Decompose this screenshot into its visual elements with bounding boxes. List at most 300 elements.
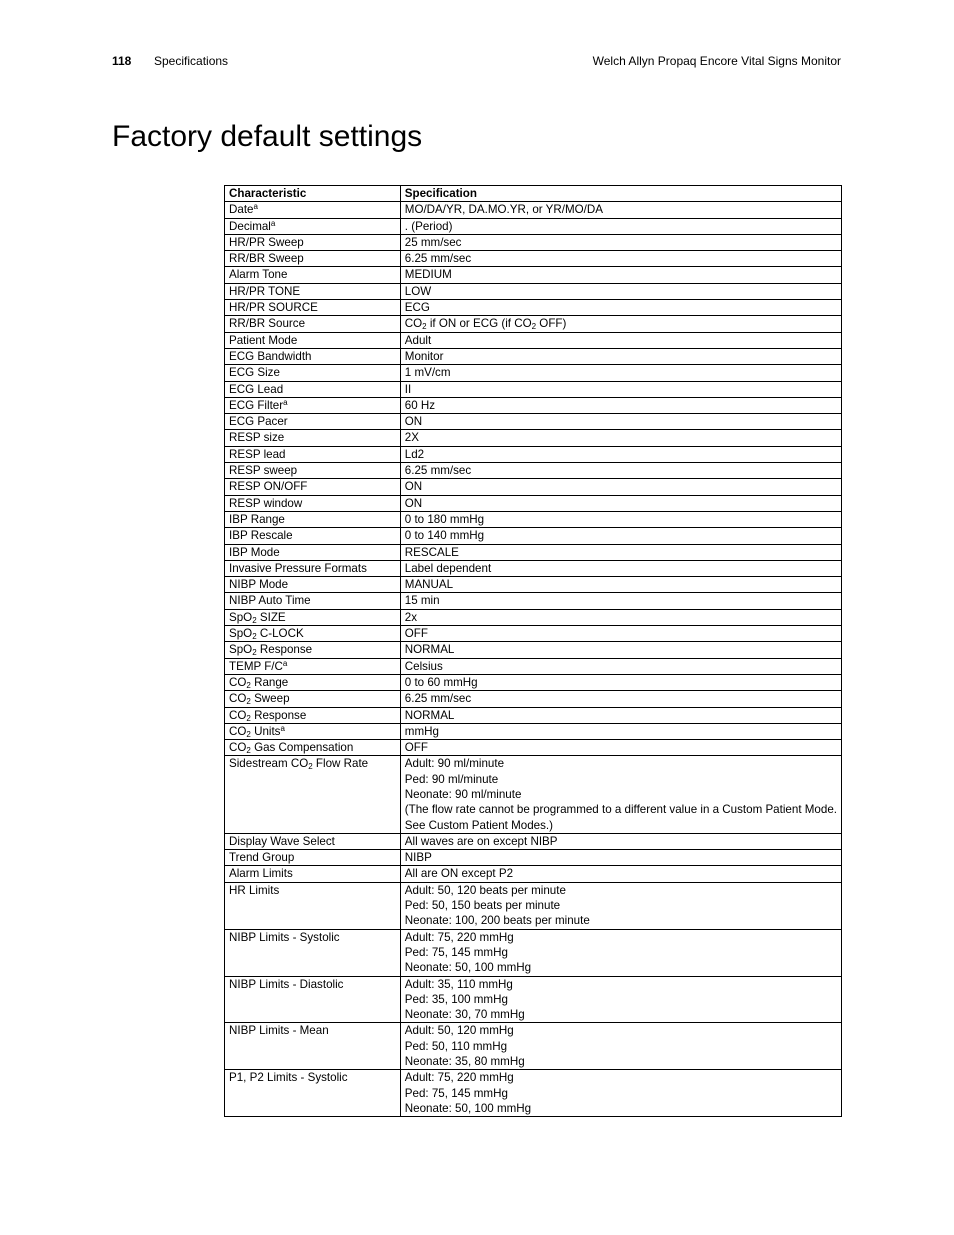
text-segment: SpO bbox=[229, 610, 253, 624]
specification-line bbox=[405, 756, 837, 771]
text-segment: CO bbox=[229, 675, 247, 689]
text-segment: Adult: 35, 110 mmHg bbox=[404, 977, 513, 991]
table-row bbox=[225, 528, 842, 544]
specification-cell bbox=[400, 882, 841, 929]
table-row bbox=[225, 414, 842, 430]
specification-line bbox=[405, 202, 837, 217]
characteristic-cell bbox=[225, 528, 401, 544]
characteristic-cell bbox=[225, 850, 401, 866]
characteristic-cell bbox=[225, 316, 401, 332]
subscript: 2 bbox=[531, 322, 537, 332]
text-segment: OFF) bbox=[536, 317, 567, 331]
text-segment: OFF bbox=[404, 627, 428, 641]
text-segment: IBP Mode bbox=[229, 545, 280, 559]
text-segment: NIBP Limits - Diastolic bbox=[229, 977, 344, 991]
table-row bbox=[225, 674, 842, 690]
text-segment: NIBP Limits - Mean bbox=[229, 1024, 329, 1038]
characteristic-cell bbox=[225, 658, 401, 674]
characteristic-cell bbox=[225, 756, 401, 833]
text-segment: ON bbox=[404, 415, 423, 429]
specification-line bbox=[405, 1054, 837, 1069]
table-row bbox=[225, 251, 842, 267]
specification-line bbox=[405, 528, 837, 543]
table-row bbox=[225, 626, 842, 642]
column-header-specification: Specification bbox=[400, 186, 841, 202]
table-row bbox=[225, 976, 842, 1023]
text-segment: RESP size bbox=[229, 431, 285, 445]
text-segment: ECG Pacer bbox=[229, 415, 288, 429]
text-segment: TEMP F/C bbox=[229, 659, 283, 673]
text-segment: MO/DA/YR, DA.MO.YR, or YR/MO/DA bbox=[404, 203, 603, 217]
specification-line bbox=[405, 992, 837, 1007]
specification-line bbox=[405, 479, 837, 494]
characteristic-cell bbox=[225, 1070, 401, 1117]
text-segment: 6.25 mm/sec bbox=[404, 464, 472, 478]
specification-line bbox=[405, 945, 837, 960]
text-segment: C-LOCK bbox=[256, 627, 304, 641]
characteristic-cell bbox=[225, 929, 401, 976]
running-header bbox=[112, 52, 841, 70]
text-segment: if ON or ECG (if CO bbox=[426, 317, 532, 331]
table-row bbox=[225, 463, 842, 479]
specification-cell bbox=[400, 976, 841, 1023]
specification-cell bbox=[400, 430, 841, 446]
specification-cell bbox=[400, 495, 841, 511]
specification-line bbox=[405, 398, 837, 413]
text-segment: Neonate: 90 ml/minute bbox=[404, 787, 522, 801]
subscript: 2 bbox=[308, 762, 313, 772]
text-segment: Alarm Limits bbox=[229, 867, 293, 881]
specification-line bbox=[405, 447, 837, 462]
text-segment: NIBP bbox=[404, 851, 432, 865]
text-segment: Neonate: 100, 200 beats per minute bbox=[404, 914, 590, 928]
text-segment: 0 to 180 mmHg bbox=[404, 512, 485, 526]
specification-cell bbox=[400, 528, 841, 544]
text-segment: Ped: 50, 110 mmHg bbox=[404, 1039, 508, 1053]
text-segment: Neonate: 50, 100 mmHg bbox=[404, 961, 532, 975]
text-segment: Ped: 90 ml/minute bbox=[404, 772, 499, 786]
specification-cell bbox=[400, 267, 841, 283]
characteristic-cell bbox=[225, 544, 401, 560]
specification-cell bbox=[400, 674, 841, 690]
text-segment: RESP ON/OFF bbox=[229, 480, 308, 494]
specification-line bbox=[405, 365, 837, 380]
specification-line bbox=[405, 626, 837, 641]
characteristic-cell bbox=[225, 882, 401, 929]
text-segment: Adult: 75, 220 mmHg bbox=[404, 1071, 514, 1085]
text-segment: Ped: 50, 150 beats per minute bbox=[404, 899, 561, 913]
text-segment: CO bbox=[229, 708, 247, 722]
footnote-marker: a bbox=[283, 397, 288, 407]
subscript: 2 bbox=[422, 322, 427, 332]
footnote-marker: a bbox=[270, 218, 276, 228]
text-segment: ECG Size bbox=[229, 366, 280, 380]
subscript: 2 bbox=[246, 697, 251, 707]
specification-cell bbox=[400, 593, 841, 609]
specification-line bbox=[405, 1039, 837, 1054]
characteristic-cell bbox=[225, 866, 401, 882]
specification-line bbox=[405, 430, 837, 445]
specification-cell bbox=[400, 234, 841, 250]
specification-line bbox=[405, 496, 837, 511]
characteristic-cell bbox=[225, 691, 401, 707]
specification-cell bbox=[400, 707, 841, 723]
text-segment: NIBP Limits - Systolic bbox=[229, 930, 340, 944]
table-row bbox=[225, 397, 842, 413]
text-segment: Response bbox=[256, 643, 313, 657]
specification-cell bbox=[400, 691, 841, 707]
characteristic-cell bbox=[225, 218, 401, 234]
specification-line bbox=[405, 1007, 837, 1022]
text-segment: NIBP Mode bbox=[229, 578, 289, 592]
specification-line bbox=[405, 300, 837, 315]
text-segment: OFF bbox=[404, 741, 428, 755]
specification-line bbox=[405, 960, 837, 975]
specification-line bbox=[405, 561, 837, 576]
specification-cell bbox=[400, 202, 841, 218]
specification-line bbox=[405, 235, 837, 250]
specification-line bbox=[405, 251, 837, 266]
specification-cell bbox=[400, 723, 841, 739]
specification-line bbox=[405, 724, 837, 739]
specification-line bbox=[405, 545, 837, 560]
table-row bbox=[225, 316, 842, 332]
characteristic-cell bbox=[225, 430, 401, 446]
characteristic-cell bbox=[225, 723, 401, 739]
text-segment: RR/BR Sweep bbox=[229, 252, 304, 266]
specification-line bbox=[405, 1101, 837, 1116]
table-row bbox=[225, 202, 842, 218]
text-segment: HR/PR TONE bbox=[229, 284, 301, 298]
subscript: 2 bbox=[246, 713, 251, 723]
text-segment: CO bbox=[229, 741, 247, 755]
text-segment: 60 Hz bbox=[404, 398, 436, 412]
table-row bbox=[225, 756, 842, 833]
text-segment: Ld2 bbox=[404, 447, 425, 461]
specification-line bbox=[405, 1070, 837, 1085]
specification-cell bbox=[400, 560, 841, 576]
table-row bbox=[225, 707, 842, 723]
specification-line bbox=[405, 512, 837, 527]
specification-line bbox=[405, 642, 837, 657]
specification-line bbox=[405, 675, 837, 690]
text-segment: Date bbox=[229, 203, 254, 217]
characteristic-cell bbox=[225, 479, 401, 495]
text-segment: CO bbox=[404, 317, 423, 331]
table-row bbox=[225, 332, 842, 348]
subscript: 2 bbox=[246, 680, 251, 690]
text-segment: Sweep bbox=[250, 692, 290, 706]
table-row bbox=[225, 365, 842, 381]
text-segment: Neonate: 50, 100 mmHg bbox=[404, 1101, 532, 1115]
text-segment: Units bbox=[250, 724, 281, 738]
specification-line bbox=[405, 659, 837, 674]
subscript: 2 bbox=[252, 632, 257, 642]
characteristic-cell bbox=[225, 609, 401, 625]
table-row bbox=[225, 882, 842, 929]
table-row bbox=[225, 642, 842, 658]
table-row bbox=[225, 348, 842, 364]
specification-line bbox=[405, 1023, 837, 1038]
characteristic-cell bbox=[225, 414, 401, 430]
specification-cell bbox=[400, 218, 841, 234]
characteristic-cell bbox=[225, 381, 401, 397]
text-segment: Patient Mode bbox=[229, 333, 298, 347]
text-segment: P1, P2 Limits - Systolic bbox=[229, 1071, 348, 1085]
text-segment: ECG Filter bbox=[229, 398, 284, 412]
table-row bbox=[225, 300, 842, 316]
text-segment: 2X bbox=[404, 431, 419, 445]
characteristic-cell bbox=[225, 348, 401, 364]
table-row bbox=[225, 833, 842, 849]
page-number: 118 bbox=[112, 54, 132, 68]
characteristic-cell bbox=[225, 976, 401, 1023]
text-segment: RESCALE bbox=[404, 545, 459, 559]
specification-cell bbox=[400, 850, 841, 866]
section-name: Specifications bbox=[154, 54, 229, 68]
table-row bbox=[225, 430, 842, 446]
text-segment: Celsius bbox=[404, 659, 443, 673]
text-segment: Monitor bbox=[404, 349, 444, 363]
specification-line bbox=[405, 866, 837, 881]
text-segment: ECG Lead bbox=[229, 382, 284, 396]
page-title: Factory default settings bbox=[112, 120, 423, 153]
text-segment: LOW bbox=[404, 284, 432, 298]
specification-line bbox=[405, 219, 837, 234]
text-segment: All waves are on except NIBP bbox=[404, 834, 558, 848]
text-segment: . (Period) bbox=[404, 219, 453, 233]
characteristic-cell bbox=[225, 626, 401, 642]
text-segment: All are ON except P2 bbox=[404, 867, 514, 881]
text-segment: RESP window bbox=[229, 496, 303, 510]
specification-line bbox=[405, 1086, 837, 1101]
text-segment: Label dependent bbox=[404, 561, 492, 575]
specification-cell bbox=[400, 658, 841, 674]
specification-line bbox=[405, 284, 837, 299]
characteristic-cell bbox=[225, 577, 401, 593]
table-row bbox=[225, 511, 842, 527]
text-segment: SIZE bbox=[256, 610, 286, 624]
table-header-row bbox=[225, 186, 842, 202]
text-segment: Alarm Tone bbox=[229, 268, 288, 282]
text-segment: 25 mm/sec bbox=[404, 235, 462, 249]
characteristic-cell bbox=[225, 707, 401, 723]
specification-line bbox=[405, 898, 837, 913]
document-title: Welch Allyn Propaq Encore Vital Signs Monitor bbox=[592, 54, 841, 68]
table-header bbox=[225, 186, 842, 202]
text-segment: Adult: 90 ml/minute bbox=[404, 757, 505, 771]
text-segment: Display Wave Select bbox=[229, 834, 335, 848]
text-segment: ON bbox=[404, 496, 423, 510]
characteristic-cell bbox=[225, 202, 401, 218]
table-row bbox=[225, 495, 842, 511]
specification-line bbox=[405, 834, 837, 849]
specification-cell bbox=[400, 740, 841, 756]
text-segment: Decimal bbox=[229, 219, 271, 233]
table-row bbox=[225, 1023, 842, 1070]
specification-cell bbox=[400, 642, 841, 658]
characteristic-cell bbox=[225, 300, 401, 316]
specification-line bbox=[405, 772, 837, 787]
text-segment: RESP lead bbox=[229, 447, 286, 461]
table-row bbox=[225, 929, 842, 976]
specification-cell bbox=[400, 446, 841, 462]
specification-line bbox=[405, 802, 837, 817]
text-segment: II bbox=[404, 382, 412, 396]
text-segment: 2x bbox=[404, 610, 418, 624]
text-segment: Adult: 75, 220 mmHg bbox=[404, 930, 514, 944]
specification-cell bbox=[400, 866, 841, 882]
characteristic-cell bbox=[225, 642, 401, 658]
specification-line bbox=[405, 463, 837, 478]
characteristic-cell bbox=[225, 446, 401, 462]
specification-line bbox=[405, 850, 837, 865]
characteristic-cell bbox=[225, 332, 401, 348]
specification-line bbox=[405, 593, 837, 608]
text-segment: Ped: 35, 100 mmHg bbox=[404, 992, 508, 1006]
footnote-marker: a bbox=[280, 723, 285, 733]
text-segment: SpO bbox=[229, 643, 253, 657]
specification-cell bbox=[400, 756, 841, 833]
text-segment: ON bbox=[404, 480, 423, 494]
characteristic-cell bbox=[225, 283, 401, 299]
specification-cell bbox=[400, 300, 841, 316]
text-segment: RESP sweep bbox=[229, 464, 298, 478]
table-row bbox=[225, 544, 842, 560]
text-segment: ECG Bandwidth bbox=[229, 349, 312, 363]
specification-cell bbox=[400, 1070, 841, 1117]
characteristic-cell bbox=[225, 833, 401, 849]
table-row bbox=[225, 850, 842, 866]
table-row bbox=[225, 267, 842, 283]
text-segment: NIBP Auto Time bbox=[229, 594, 311, 608]
text-segment: Adult: 50, 120 mmHg bbox=[404, 1024, 514, 1038]
specification-line bbox=[405, 787, 837, 802]
specification-cell bbox=[400, 833, 841, 849]
characteristic-cell bbox=[225, 560, 401, 576]
specification-line bbox=[405, 316, 837, 331]
text-segment: NORMAL bbox=[404, 643, 455, 657]
table-row bbox=[225, 723, 842, 739]
text-segment: See Custom Patient Modes.) bbox=[404, 818, 553, 832]
specification-cell bbox=[400, 511, 841, 527]
table-row bbox=[225, 283, 842, 299]
specification-cell bbox=[400, 332, 841, 348]
text-segment: MANUAL bbox=[404, 578, 454, 592]
specification-line bbox=[405, 930, 837, 945]
characteristic-cell bbox=[225, 365, 401, 381]
table-body bbox=[225, 202, 842, 1117]
subscript: 2 bbox=[246, 729, 251, 739]
characteristic-cell bbox=[225, 495, 401, 511]
text-segment: 15 min bbox=[404, 594, 440, 608]
characteristic-cell bbox=[225, 511, 401, 527]
text-segment: RR/BR Source bbox=[229, 317, 306, 331]
table-row bbox=[225, 740, 842, 756]
text-segment: Trend Group bbox=[229, 851, 295, 865]
specification-line bbox=[405, 414, 837, 429]
specification-cell bbox=[400, 463, 841, 479]
table-row bbox=[225, 658, 842, 674]
text-segment: Adult bbox=[404, 333, 432, 347]
table-row bbox=[225, 866, 842, 882]
text-segment: 0 to 60 mmHg bbox=[404, 675, 478, 689]
text-segment: Neonate: 35, 80 mmHg bbox=[404, 1055, 525, 1069]
characteristic-cell bbox=[225, 1023, 401, 1070]
table-row bbox=[225, 577, 842, 593]
table-row bbox=[225, 593, 842, 609]
text-segment: 1 mV/cm bbox=[404, 366, 451, 380]
characteristic-cell bbox=[225, 267, 401, 283]
characteristic-cell bbox=[225, 674, 401, 690]
specification-cell bbox=[400, 626, 841, 642]
text-segment: Sidestream CO bbox=[229, 757, 309, 771]
text-segment: CO bbox=[229, 692, 247, 706]
text-segment: 6.25 mm/sec bbox=[404, 252, 472, 266]
text-segment: HR/PR Sweep bbox=[229, 235, 304, 249]
specification-cell bbox=[400, 397, 841, 413]
text-segment: HR Limits bbox=[229, 883, 280, 897]
text-segment: 6.25 mm/sec bbox=[404, 692, 472, 706]
text-segment: Flow Rate bbox=[312, 757, 369, 771]
table-row bbox=[225, 691, 842, 707]
characteristic-cell bbox=[225, 251, 401, 267]
text-segment: Ped: 75, 145 mmHg bbox=[404, 945, 508, 959]
specification-line bbox=[405, 333, 837, 348]
footnote-marker: a bbox=[253, 202, 258, 212]
text-segment: HR/PR SOURCE bbox=[229, 301, 318, 315]
specification-cell bbox=[400, 283, 841, 299]
table-row bbox=[225, 1070, 842, 1117]
table-row bbox=[225, 609, 842, 625]
table-row bbox=[225, 381, 842, 397]
specification-cell bbox=[400, 544, 841, 560]
specification-line bbox=[405, 577, 837, 592]
factory-defaults-table bbox=[224, 185, 842, 1117]
specification-line bbox=[405, 740, 837, 755]
table-row bbox=[225, 234, 842, 250]
column-header-characteristic: Characteristic bbox=[225, 186, 401, 202]
characteristic-cell bbox=[225, 740, 401, 756]
characteristic-cell bbox=[225, 463, 401, 479]
footnote-marker: a bbox=[282, 658, 288, 668]
specification-line bbox=[405, 977, 837, 992]
text-segment: Range bbox=[250, 675, 289, 689]
text-segment: IBP Rescale bbox=[229, 529, 293, 543]
text-segment: Response bbox=[250, 708, 307, 722]
specification-line bbox=[405, 883, 837, 898]
specification-cell bbox=[400, 609, 841, 625]
characteristic-cell bbox=[225, 234, 401, 250]
table-row bbox=[225, 479, 842, 495]
specification-cell bbox=[400, 479, 841, 495]
text-segment: Neonate: 30, 70 mmHg bbox=[404, 1008, 525, 1022]
text-segment: 0 to 140 mmHg bbox=[404, 529, 485, 543]
specification-cell bbox=[400, 365, 841, 381]
text-segment: SpO bbox=[229, 627, 253, 641]
table-row bbox=[225, 218, 842, 234]
subscript: 2 bbox=[246, 746, 251, 756]
text-segment: IBP Range bbox=[229, 512, 285, 526]
specification-cell bbox=[400, 577, 841, 593]
text-segment: MEDIUM bbox=[404, 268, 452, 282]
characteristic-cell bbox=[225, 593, 401, 609]
text-segment: (The flow rate cannot be programmed to a different value in a Custom Patient Mode. bbox=[404, 803, 837, 817]
characteristic-cell bbox=[225, 397, 401, 413]
specification-cell bbox=[400, 414, 841, 430]
specification-line bbox=[405, 382, 837, 397]
specification-line bbox=[405, 267, 837, 282]
